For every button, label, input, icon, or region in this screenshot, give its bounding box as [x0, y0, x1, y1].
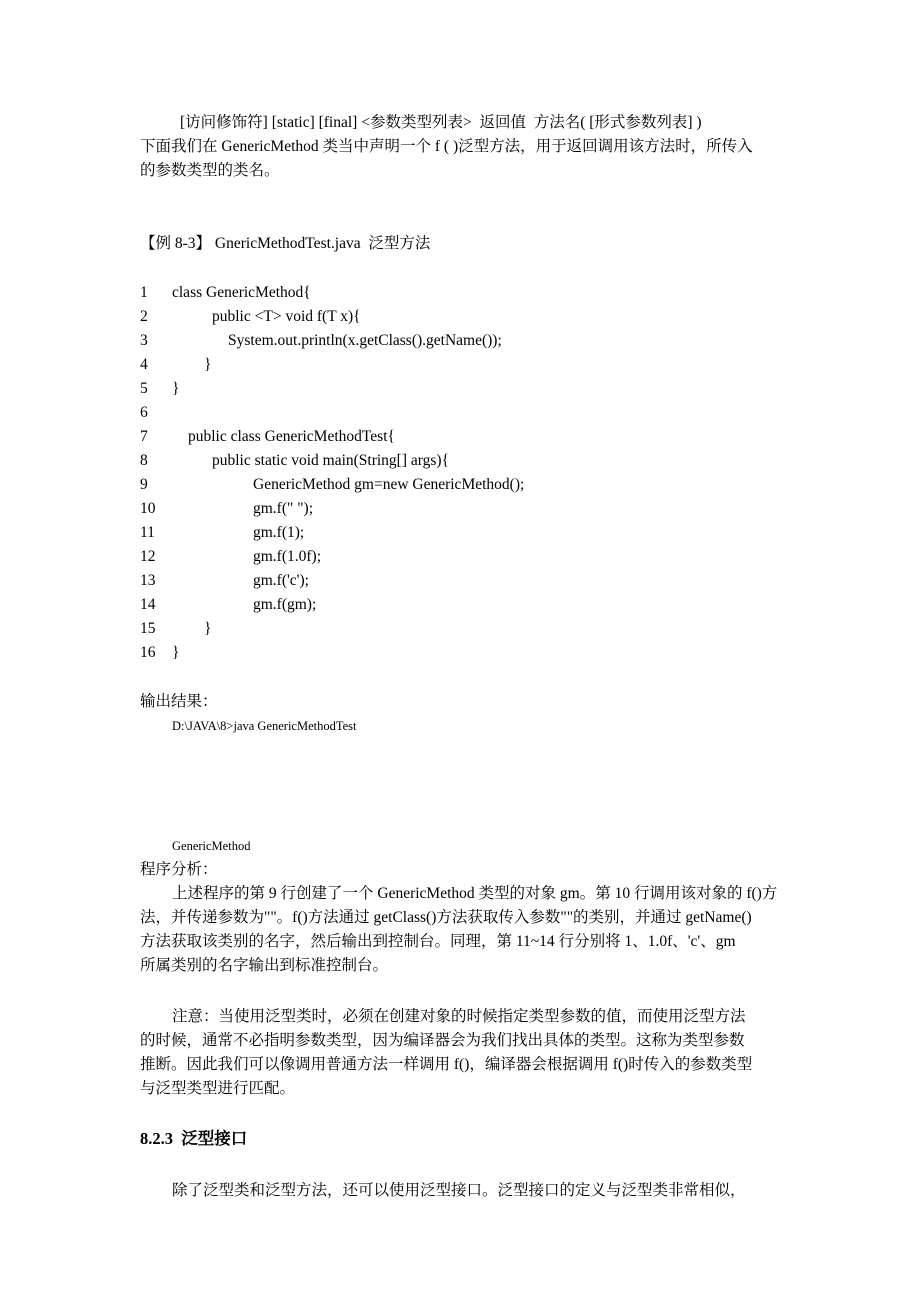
section-paragraph-line: 除了泛型类和泛型方法，还可以使用泛型接口。泛型接口的定义与泛型类非常相似，	[172, 1182, 746, 1199]
code-line-number: 14	[140, 596, 156, 613]
code-line-number: 11	[140, 524, 155, 541]
note-paragraph-line: 的时候，通常不必指明参数类型，因为编译器会为我们找出具体的类型。这称为类型参数	[140, 1032, 745, 1049]
code-line-number: 13	[140, 572, 156, 589]
code-line-number: 8	[140, 452, 148, 469]
code-line-text: gm.f('c');	[253, 572, 309, 589]
analysis-label: 程序分析：	[140, 861, 218, 878]
code-line-text: class GenericMethod{	[172, 284, 311, 301]
code-line-number: 7	[140, 428, 148, 445]
code-line-text: public static void main(String[] args){	[212, 452, 450, 469]
code-line-number: 12	[140, 548, 156, 565]
code-line-number: 2	[140, 308, 148, 325]
example-title: 【例 8-3】 GnericMethodTest.java 泛型方法	[140, 235, 431, 252]
intro-text-line-2: 的参数类型的类名。	[140, 162, 280, 179]
code-line-number: 1	[140, 284, 148, 301]
analysis-paragraph-line: 上述程序的第 9 行创建了一个 GenericMethod 类型的对象 gm。第 10 行调用该对象的 f()方	[172, 885, 778, 902]
intro-text-line-1: 下面我们在 GenericMethod 类当中声明一个 f ( )泛型方法，用于返回调用该方法时，所传入	[140, 138, 753, 155]
code-line-text: public <T> void f(T x){	[212, 308, 361, 325]
note-paragraph-line: 注意：当使用泛型类时，必须在创建对象的时候指定类型参数的值，而使用泛型方法	[172, 1008, 746, 1025]
code-line-number: 3	[140, 332, 148, 349]
code-line-number: 10	[140, 500, 156, 517]
note-paragraph-line: 推断。因此我们可以像调用普通方法一样调用 f()，编译器会根据调用 f()时传入的参数类型	[140, 1056, 753, 1073]
syntax-line: [访问修饰符] [static] [final] <参数类型列表> 返回值 方法名( [形式参数列表] )	[180, 114, 702, 131]
output-label: 输出结果：	[140, 693, 218, 710]
code-line-text: gm.f(gm);	[253, 596, 317, 613]
output-command: D:\JAVA\8>java GenericMethodTest	[172, 719, 357, 733]
code-line-text: gm.f(1.0f);	[253, 548, 322, 565]
code-line-text: }	[172, 644, 180, 661]
code-line-text: }	[204, 620, 212, 637]
section-heading: 8.2.3 泛型接口	[140, 1129, 248, 1148]
code-line-text: System.out.println(x.getClass().getName());	[228, 332, 502, 349]
code-line-text: }	[172, 380, 180, 397]
code-line-number: 4	[140, 356, 148, 373]
code-line-text: }	[204, 356, 212, 373]
code-line-number: 15	[140, 620, 156, 637]
code-line-number: 6	[140, 404, 148, 421]
analysis-paragraph-line: 法，并传递参数为""。f()方法通过 getClass()方法获取传入参数""的类别，并通过 getName()	[140, 909, 752, 926]
code-line-number: 16	[140, 644, 156, 661]
code-line-text: gm.f(" ");	[253, 500, 314, 517]
analysis-paragraph-line: 方法获取该类别的名字，然后输出到控制台。同理，第 11~14 行分别将 1、1.0f、'c'、gm	[140, 933, 736, 950]
code-line-text: GenericMethod gm=new GenericMethod();	[253, 476, 525, 493]
code-line-number: 9	[140, 476, 148, 493]
code-line-number: 5	[140, 380, 148, 397]
analysis-paragraph-line: 所属类别的名字输出到标准控制台。	[140, 957, 389, 974]
note-paragraph-line: 与泛型类型进行匹配。	[140, 1080, 296, 1097]
output-result: GenericMethod	[172, 839, 251, 853]
code-line-text: gm.f(1);	[253, 524, 305, 541]
code-line-text: public class GenericMethodTest{	[188, 428, 395, 445]
